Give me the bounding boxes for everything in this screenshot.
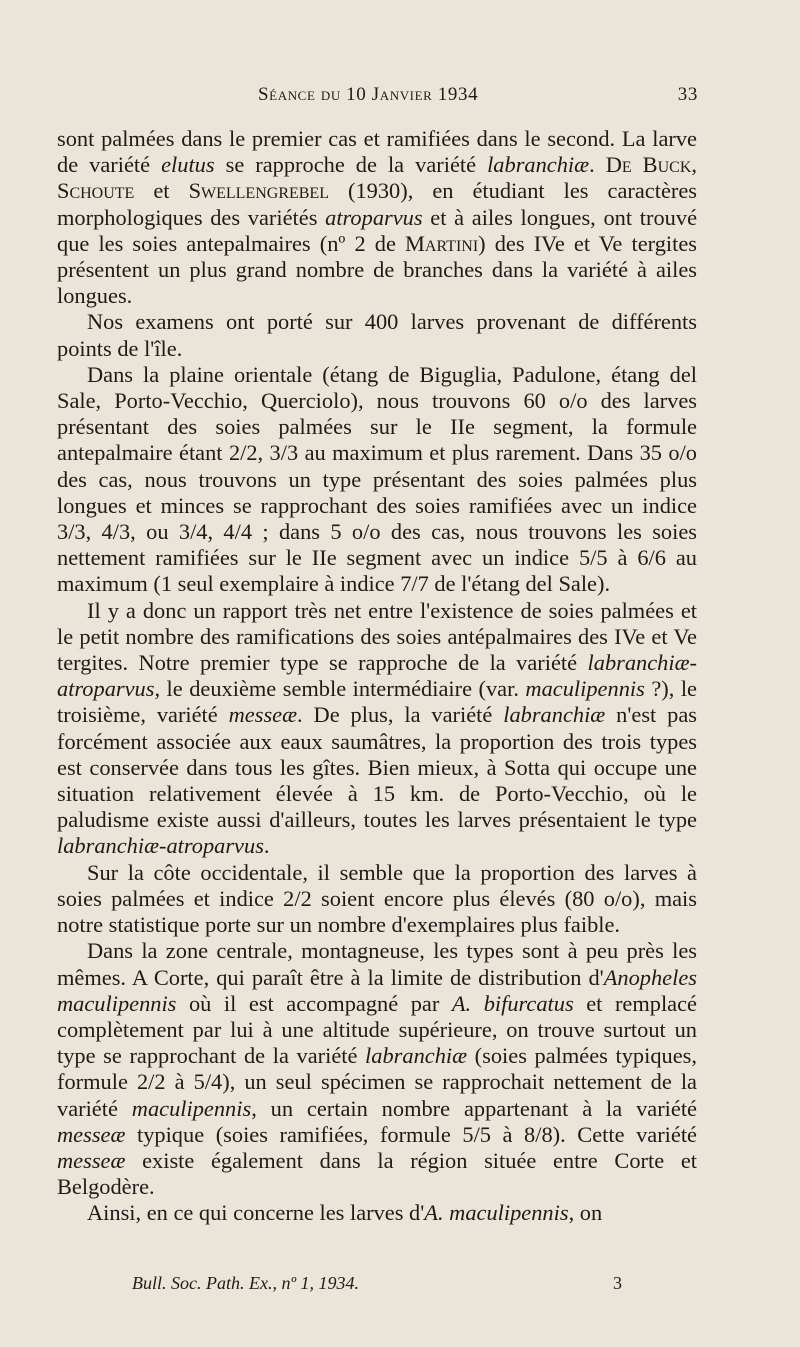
p6-text-c: où il est accompagné par (176, 990, 452, 1016)
running-header (258, 84, 698, 114)
p7-species: A. maculipennis (424, 1200, 569, 1226)
p1-author-swellengrebel: Swellengrebel (188, 178, 329, 204)
p4-text-k: . (263, 833, 270, 859)
p1-variety-elutus: elutus (161, 152, 215, 178)
running-title: Séance du 10 Janvier 1934 (258, 84, 479, 105)
p6-text-m: existe également dans la région située entre Corte et Belgodère. (57, 1147, 697, 1200)
p1-authors: De Buck, Schoute (57, 152, 697, 204)
p4-text-i: n'est pas forcément associée aux eaux saumâtres, la proportion des trois types est conservée dans tous les gîtes. Bien mieux, à Sotta qui occupe une situation relativement élevée à 15 km. de Porto-Vecchio, où le paludisme existe aussi d'ailleurs, toutes les larves présentaient le type (57, 702, 697, 833)
p1-author-martini: Martini (405, 230, 479, 256)
p6-text-a: Dans la zone centrale, montagneuse, les types sont à peu près les mêmes. A Corte, qui paraît être à la limite de distribution d' (57, 938, 697, 990)
p4-text-e: ?), le troisième, variété (57, 676, 697, 728)
p4-variety-labranchiae: labranchiæ (503, 702, 606, 728)
p1-text-k: et à ailes longues, ont trouvé que les soies antepalmaires (nº 2 de (57, 204, 698, 256)
paragraph-3: Dans la plaine orientale (étang de Biguglia, Padulone, étang del Sale, Porto-Vecchio, Querciolo), nous trouvons 60 o/o des larves présentant des soies palmées sur le IIe segment, la formule antepalmaire étant 2/2, 3/3 au maximum et plus rarement. Dans 35 o/o des cas, nous trouvons un type présentant des soies palmées plus longues et minces se rapprochant des soies ramifiées avec un indice 3/3, 4/3, ou 3/4, 4/4 ; dans 5 o/o des cas, nous trouvons les soies nettement ramifiées sur le IIe segment avec un indice 5/5 à 6/6 au maximum (1 seul exemplaire à indice 7/7 de l'étang del Sale). (57, 361, 697, 597)
paragraph-1 (57, 126, 697, 309)
p7-text-a: Ainsi, en ce qui concerne les larves d' (87, 1200, 425, 1226)
body-text (57, 126, 697, 1227)
journal-citation: Bull. Soc. Path. Ex., nº 1, 1934. (132, 1273, 360, 1293)
p1-text-g: et (134, 178, 189, 204)
p1-variety-atroparvus: atroparvus (325, 204, 423, 230)
paragraph-4 (57, 598, 697, 860)
p7-text-c: , on (568, 1200, 603, 1226)
p4-variety-maculipennis: maculipennis (525, 676, 645, 702)
p6-variety-labranchiae: labranchiæ (365, 1043, 468, 1069)
p6-variety-messeae-1: messeæ (57, 1121, 126, 1147)
p1-text-e: . (589, 152, 606, 178)
signature-mark: 3 (613, 1273, 622, 1293)
p6-text-i: , un certain nombre appartenant à la variété (251, 1095, 697, 1121)
p4-text-g: . De plus, la variété (297, 702, 504, 728)
p1-text-i: (1930), en étudiant les caractères morphologiques des variétés (57, 178, 698, 230)
p6-species-anopheles: Anopheles maculipennis (57, 964, 697, 1016)
paragraph-5: Sur la côte occidentale, il semble que la proportion des larves à soies palmées et indice 2/2 soient encore plus élevés (80 o/o), mais notre statistique porte sur un nombre d'exemplaires plus faible. (57, 859, 697, 938)
p6-text-e: et remplacé complètement par lui à une altitude supérieure, on trouve surtout un type se rapprochant de la variété (57, 990, 697, 1069)
page-number: 33 (677, 84, 698, 105)
p4-variety-1: labranchiæ-atroparvus (57, 650, 697, 702)
p6-variety-maculipennis: maculipennis (131, 1095, 252, 1121)
paragraph-7 (57, 1200, 697, 1226)
p6-variety-messeae-2: messeæ (57, 1147, 126, 1173)
p1-text-m: ) des IVe et Ve tergites présentent un plus grand nombre de branches dans la variété à ailes longues. (57, 230, 697, 309)
p1-text-c: se rapproche de la variété (214, 152, 488, 178)
p6-text-k: typique (soies ramifiées, formule 5/5 à 8/8). Cette variété (125, 1121, 697, 1147)
paragraph-6 (57, 938, 697, 1200)
p6-text-g: (soies palmées typiques, formule 2/2 à 5/4), un seul spécimen se rapprochait nettement de la variété (57, 1043, 697, 1121)
p4-text-c: , le deuxième semble intermédiaire (var. (154, 676, 526, 702)
p1-text-a: sont palmées dans le premier cas et ramifiées dans le second. La larve de variété (57, 126, 697, 178)
p1-variety-labranchiae: labranchiæ (487, 152, 590, 178)
page-footer (132, 1273, 652, 1301)
paragraph-2: Nos examens ont porté sur 400 larves provenant de différents points de l'île. (57, 309, 697, 361)
p4-variety-messeae: messeæ (228, 702, 298, 728)
p4-text-a: Il y a donc un rapport très net entre l'existence de soies palmées et le petit nombre des ramifications des soies antépalmaires des IVe et Ve tergites. Notre premier type se rapproche de la variété (57, 597, 697, 676)
p4-variety-2: labranchiæ-atroparvus (57, 833, 264, 859)
p6-species-bifurcatus: A. bifurcatus (451, 990, 574, 1016)
